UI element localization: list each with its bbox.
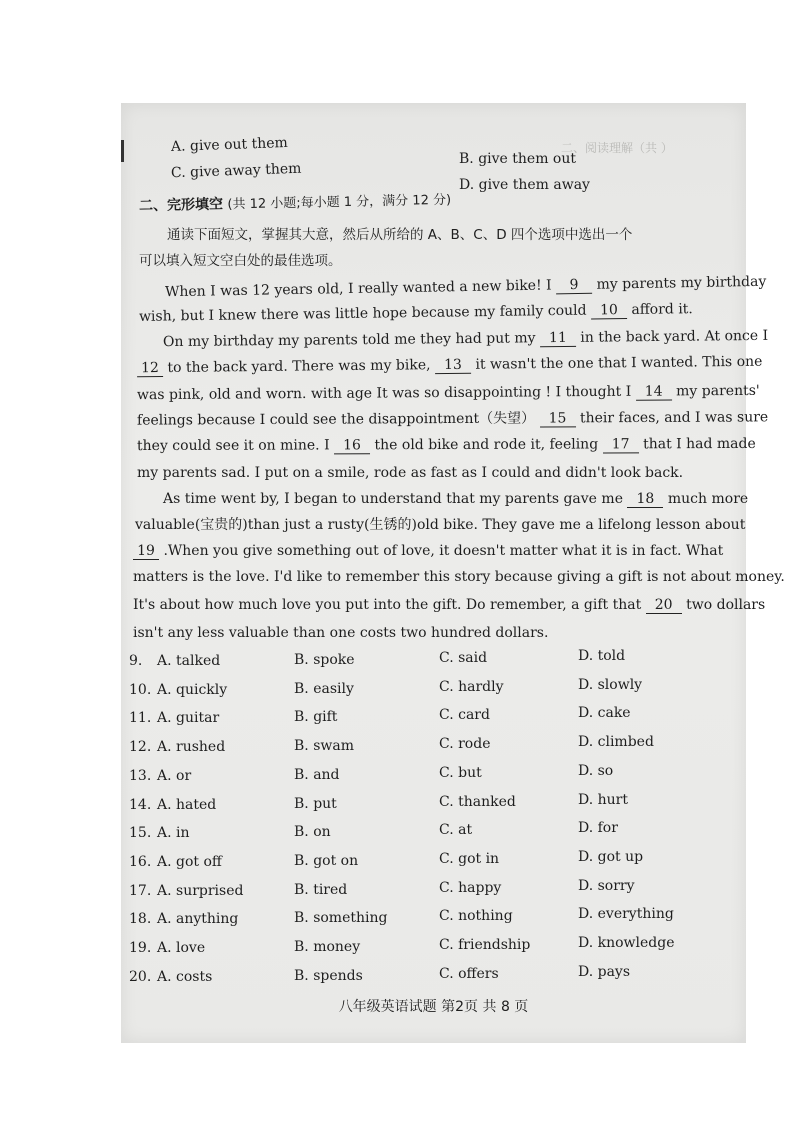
question-row (129, 734, 689, 761)
passage-text: my parents my birthday (596, 273, 767, 293)
option-a: A. rushed (157, 739, 226, 756)
passage-line (139, 301, 693, 326)
question-row (129, 963, 689, 989)
passage-text: that I had made (643, 435, 756, 453)
question-row (129, 762, 689, 789)
passage-text: they could see it on mine. I (136, 437, 330, 455)
option-c: C. hardly (439, 678, 504, 695)
passage-text: was pink, old and worn. with age It was so disappointing ! I thought I (136, 383, 632, 404)
passage-line (133, 597, 765, 614)
passage-line: isn't any less valuable than one costs two hundred dollars. (133, 625, 549, 641)
option-c-prev: C. give away them (170, 160, 302, 182)
passage-text: my parents' (676, 382, 760, 400)
option-a: A. talked (157, 653, 221, 669)
question-row (129, 906, 689, 932)
passage-text: their faces, and I was sure (579, 409, 769, 427)
passage-line (163, 491, 748, 508)
option-c: C. friendship (439, 937, 531, 953)
instruction-line-1: 通读下面短文，掌握其大意，然后从所给的 A、B、C、D 四个选项中选出一个 (167, 227, 633, 243)
passage-text: .When you give something out of love, it doesn't matter what it is in fact. What (163, 543, 724, 559)
option-d: D. got up (578, 848, 644, 865)
option-c: C. offers (439, 965, 499, 982)
question-number: 12. (129, 739, 152, 756)
question-row (129, 877, 689, 903)
blank-9: 9 (556, 277, 592, 295)
blank-17: 17 (603, 436, 639, 453)
option-c: C. rode (439, 736, 491, 753)
question-number: 16. (129, 853, 152, 870)
option-b: B. got on (294, 852, 359, 869)
passage-line: my parents sad. I put on a smile, rode as fast as I could and didn't look back. (137, 465, 684, 481)
option-b: B. on (294, 824, 331, 841)
passage-text: two dollars (686, 597, 766, 613)
question-number: 11. (129, 710, 152, 727)
option-b: B. something (294, 910, 388, 927)
passage-text: wish, but I knew there was little hope because my family could (138, 302, 587, 325)
passage-line (163, 328, 768, 351)
option-d: D. for (578, 820, 618, 837)
blank-14: 14 (636, 383, 672, 400)
option-a: A. hated (157, 796, 217, 813)
section-note: (共 12 小题;每小题 1 分，满分 12 分) (227, 192, 452, 213)
passage-text: As time went by, I began to understand that my parents gave me (163, 491, 623, 507)
option-a: A. got off (157, 853, 222, 870)
passage-line: valuable(宝贵的)than just a rusty(生锈的)old bike. They gave me a lifelong lesson about (135, 517, 746, 533)
question-row (129, 676, 689, 704)
passage-text: It's about how much love you put into the gift. Do remember, a gift that (133, 597, 642, 613)
passage-line (137, 383, 760, 404)
passage-line (133, 543, 723, 560)
blank-13: 13 (435, 357, 471, 374)
bleed-through: 二、阅读理解（共 ） (561, 141, 673, 155)
page-footer: 八年级英语试题 第2页 共 8 页 (338, 999, 529, 1015)
passage-text: it wasn't the one that I wanted. This one (475, 353, 763, 373)
document-content (121, 103, 785, 1043)
option-a-prev: A. give out them (170, 134, 289, 156)
option-c: C. thanked (439, 793, 516, 810)
question-row (129, 935, 689, 960)
option-b: B. spends (294, 967, 363, 984)
question-number: 20. (129, 968, 152, 985)
question-row (129, 848, 689, 875)
blank-18: 18 (627, 491, 663, 508)
option-d: D. knowledge (578, 935, 675, 951)
option-c: C. card (439, 707, 490, 724)
blank-16: 16 (334, 437, 370, 454)
option-d: D. told (578, 648, 626, 664)
passage-text: When I was 12 years old, I really wanted a new bike! I (164, 277, 552, 301)
option-a: A. quickly (157, 681, 228, 698)
question-row (129, 705, 689, 732)
option-b: B. and (294, 766, 340, 783)
question-row (129, 791, 689, 818)
option-b: B. spoke (294, 652, 355, 668)
option-a: A. surprised (157, 882, 244, 899)
option-b: B. money (294, 939, 361, 955)
option-c: C. happy (439, 879, 502, 896)
option-c: C. nothing (439, 908, 513, 925)
option-d: D. slowly (578, 676, 643, 693)
option-a: A. guitar (157, 710, 220, 727)
blank-12: 12 (137, 360, 163, 377)
blank-20: 20 (646, 597, 682, 614)
passage-text: to the back yard. There was my bike, (167, 357, 431, 376)
option-d: D. hurt (578, 791, 628, 808)
question-number: 18. (129, 911, 152, 928)
section-heading: 二、完形填空 (138, 196, 224, 215)
option-b: B. gift (294, 709, 338, 726)
option-b: B. put (294, 795, 337, 812)
question-row (129, 648, 689, 675)
passage-line (137, 436, 756, 455)
option-a: A. or (157, 767, 192, 784)
option-b: B. easily (294, 680, 354, 697)
option-d: D. so (578, 762, 614, 779)
passage-text: the old bike and rode it, feeling (374, 436, 599, 454)
option-d: D. sorry (578, 877, 635, 894)
blank-15: 15 (539, 410, 575, 427)
passage-line: matters is the love. I'd like to remember this story because giving a gift is not about money. (133, 569, 785, 585)
option-a: A. in (157, 825, 190, 842)
option-b: B. swam (294, 738, 354, 755)
option-b: B. tired (294, 881, 348, 898)
option-d-prev: D. give them away (459, 177, 590, 193)
passage-line (137, 354, 763, 378)
instruction-line-2: 可以填入短文空白处的最佳选项。 (139, 253, 342, 269)
question-number: 15. (129, 825, 152, 842)
section-header (139, 192, 451, 216)
option-d: D. everything (578, 906, 674, 923)
option-a: A. costs (157, 968, 213, 985)
option-b-prev: B. give them out (459, 151, 576, 167)
passage-text: in the back yard. At once I (580, 327, 769, 346)
option-a: A. love (157, 940, 206, 956)
option-c: C. said (439, 650, 488, 666)
passage-text: feelings because I could see the disappointment（失望） (136, 410, 536, 429)
option-d: D. climbed (578, 734, 654, 751)
option-c: C. but (439, 764, 482, 781)
exam-page (121, 103, 785, 1043)
passage-text: On my birthday my parents told me they had put my (162, 330, 536, 351)
question-number: 14. (129, 796, 152, 813)
passage-line (137, 409, 768, 429)
page-edge-mark (121, 140, 124, 162)
option-c: C. at (439, 822, 473, 839)
question-row (129, 820, 689, 846)
option-c: C. got in (439, 850, 500, 867)
passage-line (165, 274, 767, 301)
option-d: D. pays (578, 963, 631, 980)
blank-11: 11 (540, 330, 576, 347)
question-number: 10. (129, 681, 152, 698)
question-number: 13. (129, 767, 152, 784)
passage-text: afford it. (631, 301, 693, 318)
question-number: 19. (129, 940, 152, 956)
question-number: 9. (129, 653, 143, 669)
blank-19: 19 (133, 543, 159, 560)
blank-10: 10 (591, 302, 627, 320)
option-d: D. cake (578, 705, 631, 722)
question-number: 17. (129, 882, 152, 899)
option-a: A. anything (157, 911, 239, 928)
passage-text: much more (667, 491, 749, 507)
